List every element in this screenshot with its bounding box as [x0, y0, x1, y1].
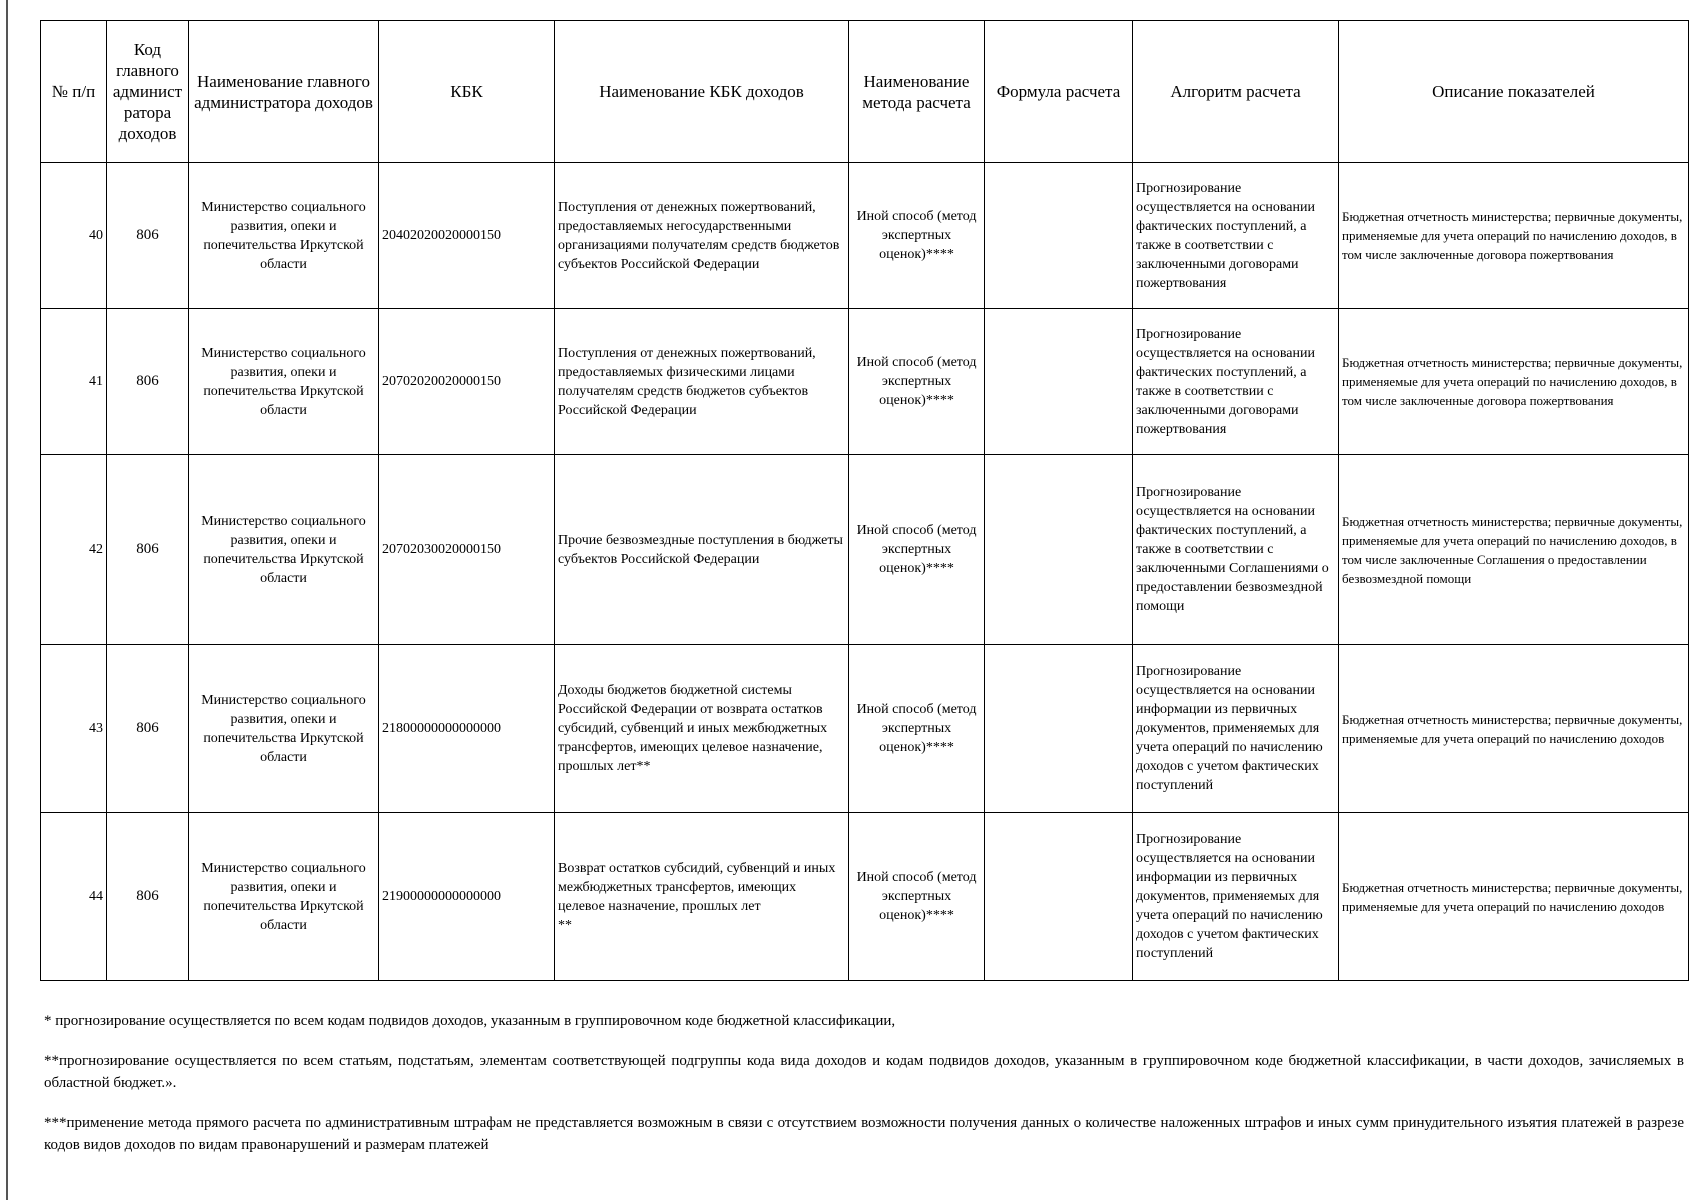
header-formula: Формула расчета	[985, 21, 1133, 163]
row-method: Иной способ (метод экспертных оценок)****	[849, 163, 985, 309]
table-row	[41, 645, 1689, 813]
row-description: Бюджетная отчетность министерства; первичные документы, применяемые для учета операций по начислению доходов, в том числе заключенные Соглашения о предоставлении безвозмездной помощи	[1339, 455, 1689, 645]
row-method: Иной способ (метод экспертных оценок)****	[849, 645, 985, 813]
row-admin-code: 806	[107, 309, 189, 455]
row-formula	[985, 645, 1133, 813]
row-kbk: 20702030020000150	[379, 455, 555, 645]
row-kbk-name: Доходы бюджетов бюджетной системы Российской Федерации от возврата остатков субсидий, субвенций и иных межбюджетных трансфертов, имеющих целевое назначение, прошлых лет**	[555, 645, 849, 813]
row-description: Бюджетная отчетность министерства; первичные документы, применяемые для учета операций по начислению доходов	[1339, 645, 1689, 813]
row-algorithm: Прогнозирование осуществляется на основании фактических поступлений, а также в соответствии с заключенными договорами пожертвования	[1133, 309, 1339, 455]
row-kbk-name: Поступления от денежных пожертвований, предоставляемых физическими лицами получателям средств бюджетов субъектов Российской Федерации	[555, 309, 849, 455]
row-kbk: 21900000000000000	[379, 813, 555, 981]
header-num: № п/п	[41, 21, 107, 163]
row-algorithm: Прогнозирование осуществляется на основании информации из первичных документов, применяемых для учета операций по начислению доходов с учетом фактических поступлений	[1133, 813, 1339, 981]
header-algorithm: Алгоритм расчета	[1133, 21, 1339, 163]
row-num: 42	[41, 455, 107, 645]
table-header-row	[41, 21, 1689, 163]
row-kbk: 20702020020000150	[379, 309, 555, 455]
row-formula	[985, 309, 1133, 455]
row-description: Бюджетная отчетность министерства; первичные документы, применяемые для учета операций по начислению доходов	[1339, 813, 1689, 981]
row-admin-code: 806	[107, 645, 189, 813]
footnote-1: * прогнозирование осуществляется по всем кодам подвидов доходов, указанным в группировочном коде бюджетной классификации,	[44, 1013, 896, 1029]
footnote-2: **прогнозирование осуществляется по всем статьям, подстатьям, элементам соответствующей подгруппы кода вида доходов и кодам подвидов доходов, указанным в группировочном коде бюджетной классификации, в части доходов, зачисляемых в областной бюджет.».	[44, 1053, 1684, 1091]
row-algorithm: Прогнозирование осуществляется на основании фактических поступлений, а также в соответствии с заключенными Соглашениями о предоставлении безвозмездной помощи	[1133, 455, 1339, 645]
row-kbk: 20402020020000150	[379, 163, 555, 309]
page-edge-line	[6, 0, 8, 1200]
row-formula	[985, 163, 1133, 309]
row-method: Иной способ (метод экспертных оценок)****	[849, 309, 985, 455]
table-row	[41, 163, 1689, 309]
row-description: Бюджетная отчетность министерства; первичные документы, применяемые для учета операций по начислению доходов, в том числе заключенные договора пожертвования	[1339, 163, 1689, 309]
header-kbk: КБК	[379, 21, 555, 163]
table-row	[41, 309, 1689, 455]
row-formula	[985, 455, 1133, 645]
row-description: Бюджетная отчетность министерства; первичные документы, применяемые для учета операций по начислению доходов, в том числе заключенные договора пожертвования	[1339, 309, 1689, 455]
row-algorithm: Прогнозирование осуществляется на основании информации из первичных документов, применяемых для учета операций по начислению доходов с учетом фактических поступлений	[1133, 645, 1339, 813]
row-num: 43	[41, 645, 107, 813]
row-admin-name: Министерство социального развития, опеки и попечительства Иркутской области	[189, 645, 379, 813]
row-admin-name: Министерство социального развития, опеки и попечительства Иркутской области	[189, 455, 379, 645]
header-admin-code: Код главного админист ратора доходов	[107, 21, 189, 163]
revenue-methods-table	[40, 20, 1689, 981]
row-kbk-name: Поступления от денежных пожертвований, предоставляемых негосударственными организациями получателям средств бюджетов субъектов Российской Федерации	[555, 163, 849, 309]
row-kbk-name: Прочие безвозмездные поступления в бюджеты субъектов Российской Федерации	[555, 455, 849, 645]
row-algorithm: Прогнозирование осуществляется на основании фактических поступлений, а также в соответствии с заключенными договорами пожертвования	[1133, 163, 1339, 309]
header-description: Описание показателей	[1339, 21, 1689, 163]
row-admin-code: 806	[107, 813, 189, 981]
header-method: Наименование метода расчета	[849, 21, 985, 163]
row-num: 41	[41, 309, 107, 455]
table-row	[41, 455, 1689, 645]
row-admin-name: Министерство социального развития, опеки и попечительства Иркутской области	[189, 163, 379, 309]
header-kbk-name: Наименование КБК доходов	[555, 21, 849, 163]
row-num: 44	[41, 813, 107, 981]
row-method: Иной способ (метод экспертных оценок)****	[849, 455, 985, 645]
row-admin-name: Министерство социального развития, опеки и попечительства Иркутской области	[189, 813, 379, 981]
row-admin-name: Министерство социального развития, опеки и попечительства Иркутской области	[189, 309, 379, 455]
row-num: 40	[41, 163, 107, 309]
footnote-3: ***применение метода прямого расчета по административным штрафам не представляется возможным в связи с отсутствием возможности получения данных о количестве наложенных штрафов и иных сумм принудительного изъятия платежей в разрезе кодов видов доходов по видам правонарушений и размерам платежей	[44, 1115, 1684, 1153]
table-row	[41, 813, 1689, 981]
row-admin-code: 806	[107, 455, 189, 645]
footnotes	[44, 1010, 1684, 1174]
row-kbk: 21800000000000000	[379, 645, 555, 813]
row-kbk-name: Возврат остатков субсидий, субвенций и иных межбюджетных трансфертов, имеющих целевое назначение, прошлых лет **	[555, 813, 849, 981]
row-admin-code: 806	[107, 163, 189, 309]
header-admin-name: Наименование главного администратора доходов	[189, 21, 379, 163]
row-method: Иной способ (метод экспертных оценок)****	[849, 813, 985, 981]
row-formula	[985, 813, 1133, 981]
